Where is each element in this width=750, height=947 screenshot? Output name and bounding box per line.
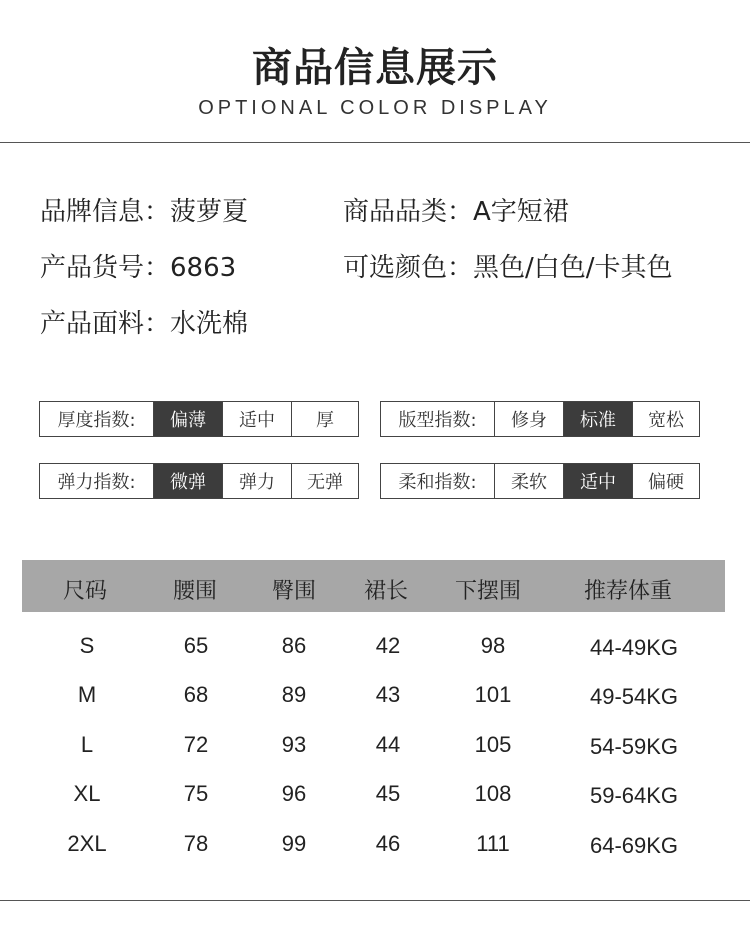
table-cell: 89 bbox=[281, 682, 307, 707]
table-header-cell: 臀围 bbox=[271, 579, 317, 604]
table-cell: 105 bbox=[474, 732, 512, 757]
table-row bbox=[0, 633, 750, 673]
page-title: 商品信息展示 bbox=[252, 45, 498, 91]
stretch-option: 无弹 bbox=[291, 464, 358, 498]
thickness-index bbox=[39, 401, 359, 437]
softness-option: 柔软 bbox=[494, 464, 563, 498]
fit-index bbox=[380, 401, 700, 437]
table-cell: 64-69KG bbox=[589, 833, 679, 858]
thickness-index-label: 厚度指数: bbox=[57, 410, 136, 431]
page-subtitle: OPTIONAL COLOR DISPLAY bbox=[198, 97, 552, 119]
thickness-option: 偏薄 bbox=[153, 402, 222, 436]
table-cell: 72 bbox=[183, 732, 209, 757]
table-cell: 2XL bbox=[67, 831, 107, 856]
fabric-info: 产品面料：水洗棉 bbox=[40, 309, 249, 339]
table-row bbox=[0, 732, 750, 772]
table-header-cell: 腰围 bbox=[172, 579, 218, 604]
table-cell: S bbox=[79, 633, 95, 658]
table-cell: 45 bbox=[375, 781, 401, 806]
fit-option: 标准 bbox=[563, 402, 632, 436]
table-cell: 59-64KG bbox=[589, 783, 679, 808]
table-cell: 78 bbox=[183, 831, 209, 856]
table-header-cell: 推荐体重 bbox=[583, 579, 673, 604]
stretch-option: 微弹 bbox=[153, 464, 222, 498]
softness-option: 适中 bbox=[563, 464, 632, 498]
item-number-info: 产品货号：6863 bbox=[40, 253, 237, 283]
table-cell: 86 bbox=[281, 633, 307, 658]
thickness-option: 适中 bbox=[222, 402, 291, 436]
table-header-cell: 下摆围 bbox=[454, 579, 522, 604]
bottom-divider bbox=[0, 900, 750, 901]
table-cell: L bbox=[80, 732, 94, 757]
stretch-index-label: 弹力指数: bbox=[57, 472, 136, 493]
table-cell: 99 bbox=[281, 831, 307, 856]
stretch-option: 弹力 bbox=[222, 464, 291, 498]
table-cell: 101 bbox=[474, 682, 512, 707]
table-row bbox=[0, 831, 750, 871]
size-table-header bbox=[22, 560, 725, 612]
table-cell: 111 bbox=[476, 831, 510, 856]
table-cell: 44-49KG bbox=[589, 635, 679, 660]
top-divider bbox=[0, 142, 750, 143]
table-header-cell: 裙长 bbox=[363, 579, 409, 604]
table-cell: 108 bbox=[474, 781, 512, 806]
table-cell: 42 bbox=[375, 633, 401, 658]
softness-index bbox=[380, 463, 700, 499]
table-cell: XL bbox=[73, 781, 101, 806]
softness-index-label: 柔和指数: bbox=[398, 472, 477, 493]
table-cell: 44 bbox=[375, 732, 401, 757]
table-cell: M bbox=[77, 682, 97, 707]
table-cell: 75 bbox=[183, 781, 209, 806]
table-cell: 43 bbox=[375, 682, 401, 707]
fit-option: 宽松 bbox=[632, 402, 699, 436]
thickness-option: 厚 bbox=[291, 402, 358, 436]
table-cell: 46 bbox=[375, 831, 401, 856]
brand-info: 品牌信息：菠萝夏 bbox=[40, 197, 249, 227]
table-cell: 68 bbox=[183, 682, 209, 707]
table-cell: 54-59KG bbox=[589, 734, 679, 759]
fit-index-label: 版型指数: bbox=[398, 410, 477, 431]
table-row bbox=[0, 682, 750, 722]
table-row bbox=[0, 781, 750, 821]
stretch-index bbox=[39, 463, 359, 499]
table-cell: 98 bbox=[480, 633, 506, 658]
table-header-cell: 尺码 bbox=[62, 579, 108, 604]
table-cell: 65 bbox=[183, 633, 209, 658]
table-cell: 96 bbox=[281, 781, 307, 806]
table-cell: 49-54KG bbox=[589, 684, 679, 709]
color-options-info: 可选颜色：黑色/白色/卡其色 bbox=[343, 253, 673, 283]
table-cell: 93 bbox=[281, 732, 307, 757]
fit-option: 修身 bbox=[494, 402, 563, 436]
softness-option: 偏硬 bbox=[632, 464, 699, 498]
category-info: 商品品类：A字短裙 bbox=[343, 197, 569, 227]
